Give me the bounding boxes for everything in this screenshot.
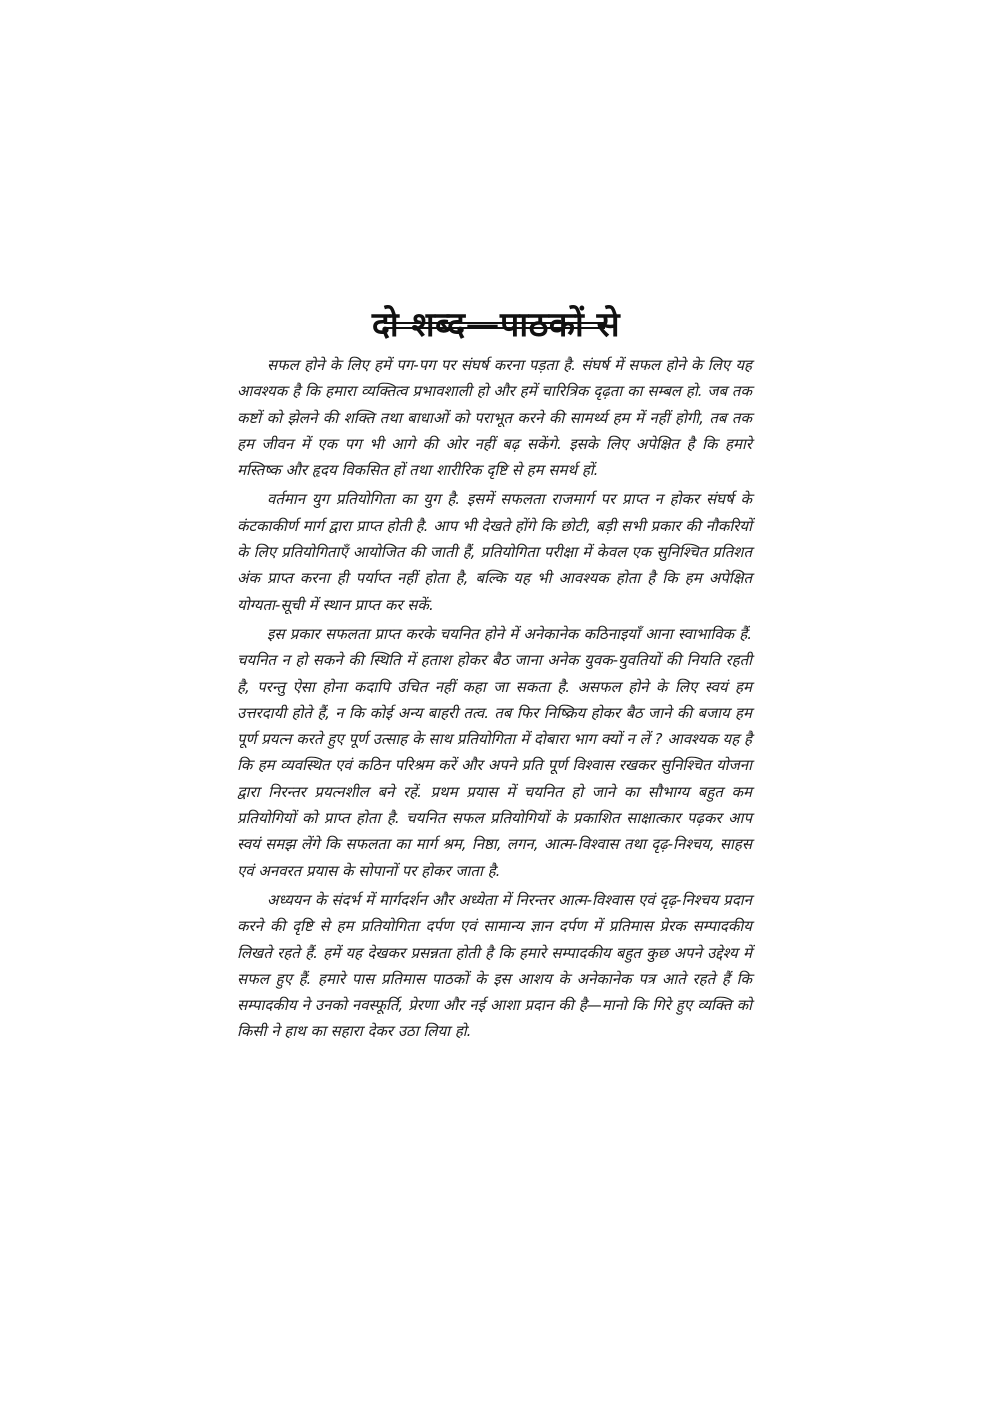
title-underline-top [384, 322, 605, 324]
paragraph-3: इस प्रकार सफलता प्राप्त करके चयनित होने में अनेकानेक कठिनाइयाँ आना स्वाभाविक हैं. चयनित न हो सकने की स्थिति में हताश होकर बैठ जाना अनेक युवक-युवतियों की नियति रहती है, परन्तु ऐसा होना कदापि उचित नहीं कहा जा सकता है. असफल होने के लिए स्वयं हम उत्तरदायी होते हैं, न कि कोई अन्य बाहरी तत्व. तब फिर निष्क्रिय होकर बैठ जाने की बजाय हम पूर्ण प्रयत्न करते हुए पूर्ण उत्साह के साथ प्रतियोगिता में दोबारा भाग क्यों न लें ? आवश्यक यह है कि हम व्यवस्थित एवं कठिन परिश्रम करें और अपने प्रति पूर्ण विश्वास रखकर सुनिश्चित योजना द्वारा निरन्तर प्रयत्नशील बने रहें. प्रथम प्रयास में चयनित हो जाने का सौभाग्य बहुत कम प्रतियोगियों को प्राप्त होता है. चयनित सफल प्रतियोगियों के प्रकाशित साक्षात्कार पढ़कर आप स्वयं समझ लेंगे कि सफलता का मार्ग श्रम, निष्ठा, लगन, आत्म-विश्वास तथा दृढ़-निश्चय, साहस एवं अनवरत प्रयास के सोपानों पर होकर जाता है. [237, 624, 752, 880]
title-underline-bottom [384, 327, 605, 329]
page-title: दो शब्द—पाठकों से [371, 304, 621, 345]
body-text [237, 352, 752, 1048]
paragraph-2: वर्तमान युग प्रतियोगिता का युग है. इसमें सफलता राजमार्ग पर प्राप्त न होकर संघर्ष के कंटकाकीर्ण मार्ग द्वारा प्राप्त होती है. आप भी देखते होंगे कि छोटी, बड़ी सभी प्रकार की नौकरियों के लिए प्रतियोगिताएँ आयोजित की जाती हैं, प्रतियोगिता परीक्षा में केवल एक सुनिश्चित प्रतिशत अंक प्राप्त करना ही पर्याप्त नहीं होता है, बल्कि यह भी आवश्यक होता है कि हम अपेक्षित योग्यता-सूची में स्थान प्राप्त कर सकें. [237, 490, 752, 614]
paragraph-4: अध्ययन के संदर्भ में मार्गदर्शन और अध्येता में निरन्तर आत्म-विश्वास एवं दृढ़-निश्चय प्रदान करने की दृष्टि से हम प्रतियोगिता दर्पण एवं सामान्य ज्ञान दर्पण में प्रतिमास प्रेरक सम्पादकीय लिखते रहते हैं. हमें यह देखकर प्रसन्नता होती है कि हमारे सम्पादकीय बहुत कुछ अपने उद्देश्य में सफल हुए हैं. हमारे पास प्रतिमास पाठकों के इस आशय के अनेकानेक पत्र आते रहते हैं कि सम्पादकीय ने उनको नवस्फूर्ति, प्रेरणा और नई आशा प्रदान की है—मानो कि गिरे हुए व्यक्ति को किसी ने हाथ का सहारा देकर उठा लिया हो. [237, 890, 752, 1041]
paragraph-1: सफल होने के लिए हमें पग-पग पर संघर्ष करना पड़ता है. संघर्ष में सफल होने के लिए यह आवश्यक है कि हमारा व्यक्तित्व प्रभावशाली हो और हमें चारित्रिक दृढ़ता का सम्बल हो. जब तक कष्टों को झेलने की शक्ति तथा बाधाओं को पराभूत करने की सामर्थ्य हम में नहीं होगी, तब तक हम जीवन में एक पग भी आगे की ओर नहीं बढ़ सकेंगे. इसके लिए अपेक्षित है कि हमारे मस्तिष्क और हृदय विकसित हों तथा शारीरिक दृष्टि से हम समर्थ हों. [237, 356, 752, 480]
